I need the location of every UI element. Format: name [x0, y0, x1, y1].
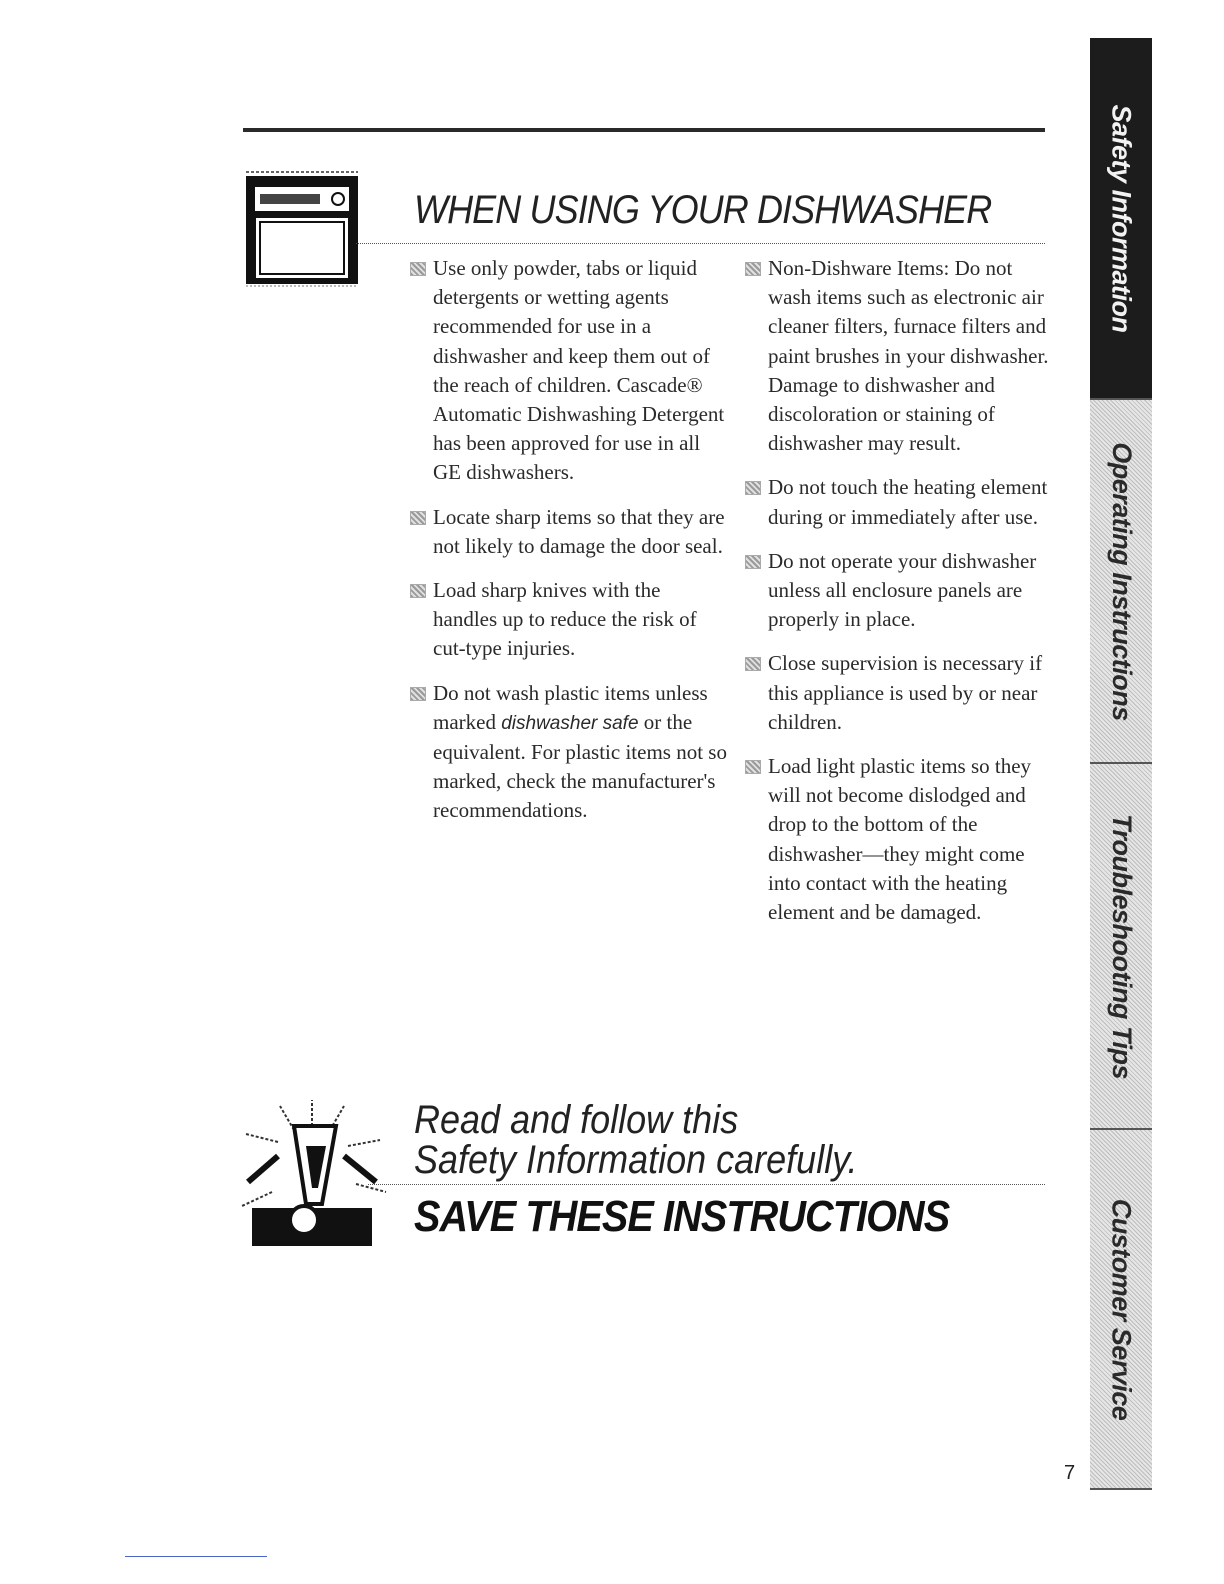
section-sidebar [1090, 38, 1152, 1488]
read-line-2: Safety Information carefully. [414, 1138, 858, 1182]
read-follow-text [414, 1100, 858, 1180]
tab-customer-service[interactable] [1090, 1130, 1152, 1490]
list-item: Load light plastic items so they will not become dislodged and drop to the bottom of the dishwasher—they might come into contact with the heating element and be damaged. [743, 752, 1053, 927]
list-item: Non-Dishware Items: Do not wash items such as electronic air cleaner filters, furnace filters and paint brushes in your dishwasher. Damage to dishwasher and discoloration or staining of dishwasher may result. [743, 254, 1053, 458]
square-bullet-icon [745, 760, 761, 774]
bottom-divider [125, 1556, 267, 1557]
read-line-1: Read and follow this [414, 1098, 739, 1142]
exclamation-warning-icon [232, 1096, 392, 1246]
square-bullet-icon [410, 687, 426, 701]
list-item: Close supervision is necessary if this appliance is used by or near children. [743, 649, 1053, 737]
emphasis-text: dishwasher safe [501, 712, 639, 734]
footer-divider [368, 1184, 1045, 1185]
dishwasher-illustration-icon [244, 166, 360, 288]
title-divider [356, 243, 1045, 244]
square-bullet-icon [745, 481, 761, 495]
list-item: Do not wash plastic items unless marked dishwasher safe or the equivalent. For plastic items not so marked, check the manufacturer's recommendations. [408, 679, 728, 826]
list-item: Locate sharp items so that they are not likely to damage the door seal. [408, 503, 728, 561]
save-instructions-heading: SAVE THESE INSTRUCTIONS [414, 1192, 950, 1241]
list-item: Use only powder, tabs or liquid detergents or wetting agents recommended for use in a dishwasher and keep them out of the reach of children. Cascade® Automatic Dishwashing Detergent has been approved for use in all GE dishwashers. [408, 254, 728, 488]
square-bullet-icon [745, 262, 761, 276]
right-column [743, 254, 1053, 942]
square-bullet-icon [410, 262, 426, 276]
tab-label: Troubleshooting Tips [1106, 813, 1137, 1079]
left-column [408, 254, 728, 841]
tab-label: Safety Information [1106, 103, 1137, 333]
page-number: 7 [1064, 1462, 1076, 1484]
top-rule [243, 128, 1045, 132]
tab-safety-information[interactable] [1090, 38, 1152, 400]
square-bullet-icon [410, 511, 426, 525]
tab-label: Customer Service [1106, 1198, 1137, 1420]
section-title: WHEN USING YOUR DISHWASHER [414, 188, 992, 232]
list-item: Do not operate your dishwasher unless all enclosure panels are properly in place. [743, 547, 1053, 635]
square-bullet-icon [745, 657, 761, 671]
tab-label: Operating Instructions [1106, 441, 1137, 721]
tab-troubleshooting-tips[interactable] [1090, 764, 1152, 1130]
square-bullet-icon [745, 555, 761, 569]
square-bullet-icon [410, 584, 426, 598]
list-item: Do not touch the heating element during or immediately after use. [743, 473, 1053, 531]
tab-operating-instructions[interactable] [1090, 400, 1152, 764]
list-item: Load sharp knives with the handles up to reduce the risk of cut-type injuries. [408, 576, 728, 664]
